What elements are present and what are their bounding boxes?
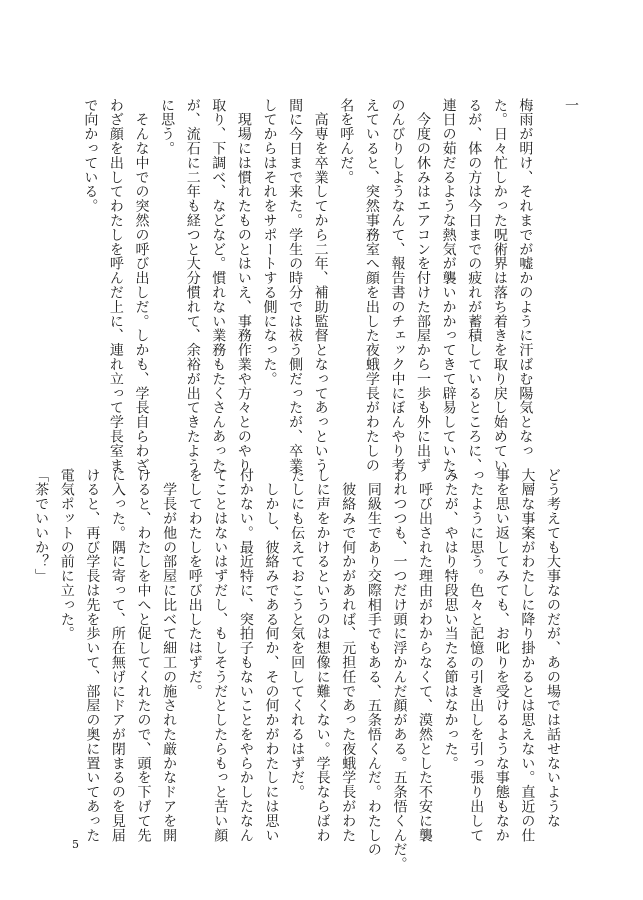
- text-line: をしてわたしを呼び出したはずだ。: [186, 468, 203, 699]
- text-line: えていると、突然事務室へ顔を出した夜蛾学長がわたしの: [363, 98, 380, 473]
- text-line: 事を思い返してみても、お叱りを受けるような事態もなか: [493, 468, 510, 843]
- text-line: 付かない。最近特に、突拍子もないことをやらかしたなん: [237, 468, 254, 843]
- text-line: 高専を卒業してから二年、補助監督となってあっという: [312, 98, 329, 473]
- bottom-text-block: [33, 468, 565, 872]
- text-line: で向かっている。: [82, 98, 99, 214]
- text-line: 現場には慣れたものとはいえ、事務作業や方々とのやり: [235, 98, 252, 473]
- text-line: てことはないはずだし、もしそうだとしたらもっと苦い顔: [212, 468, 229, 843]
- text-line: そんな中での突然の呼び出しだ。しかも、学長自らわざ: [133, 98, 150, 473]
- text-line: 呼び出された理由がわからなくて、漠然とした不安に襲: [417, 468, 434, 843]
- text-line: のんびりしようなんて、報告書のチェック中にぼんやり考: [389, 98, 406, 473]
- text-line: 大層な事案がわたしに降り掛かるとは思えない。直近の仕: [519, 468, 536, 843]
- text-line: してからはそれをサポートする側になった。: [261, 98, 278, 386]
- text-line: 取り、下調べ、などなど。慣れない業務もたくさんあった: [210, 98, 227, 473]
- text-line: けると、わたしを中へと促してくれたので、頭を下げて先: [135, 468, 152, 843]
- text-line: みたが、やはり特段思い当たる節はなかった。: [442, 468, 459, 771]
- text-line: 同級生であり交際相手でもある、五条悟くんだ。わたしの: [365, 468, 382, 857]
- text-line: 学長が他の部屋に比べて細工の施された厳かなドアを開: [161, 468, 178, 843]
- text-line: われつつも、一つだけ頭に浮かんだ顔がある。五条悟くんだ。: [391, 468, 408, 872]
- text-line: わざ顔を出してわたしを呼んだ上に、連れ立って学長室ま: [107, 98, 124, 473]
- dialogue-line: 「茶でいいか？」: [33, 468, 50, 584]
- text-line: に入った。隅に寄って、所在無げにドアが閉まるのを見届: [109, 468, 126, 843]
- text-line: るが、体の方は今日までの疲れが蓄積しているところに、: [466, 98, 483, 473]
- text-line: ったように思う。色々と記憶の引き出しを引っ張り出して: [468, 468, 485, 843]
- top-text-block: [23, 98, 583, 487]
- text-line: しに声をかけるというのは想像に難くない。学長ならばわ: [314, 468, 331, 843]
- text-line: 電気ポットの前に立った。: [58, 468, 75, 641]
- text-line: 連日の茹だるような熱気が襲いかかってきて辟易していた。: [440, 98, 457, 487]
- text-line: が、流石に二年も経つと大分慣れて、余裕が出てきたよう: [184, 98, 201, 473]
- chapter-heading: 一: [563, 98, 579, 113]
- text-line: 今度の休みはエアコンを付けた部屋から一歩も外に出ず: [415, 98, 432, 473]
- text-line: 名を呼んだ。: [338, 98, 355, 185]
- text-line: に思う。: [159, 98, 176, 156]
- text-line: た。日々忙しかった呪術界は落ち着きを取り戻し始めてい: [491, 98, 508, 473]
- text-line: 梅雨が明け、それまでが嘘かのように汗ばむ陽気となっ: [517, 98, 534, 458]
- text-line: けると、再び学長は先を歩いて、部屋の奥に置いてあった: [84, 468, 101, 843]
- text-line: たしにも伝えておこうと気を回してくれるはずだ。: [289, 468, 306, 800]
- page-number: 5: [72, 838, 79, 851]
- text-line: しかし、彼絡みである何か、その何かがわたしには思い: [263, 468, 280, 843]
- text-line: どう考えても大事なのだが、あの場では話せないような: [545, 468, 561, 828]
- text-line: 間に今日まで来た。学生の時分では祓う側だったが、卒業: [287, 98, 304, 473]
- text-line: 彼絡みで何かがあれば、元担任であった夜蛾学長がわた: [340, 468, 357, 843]
